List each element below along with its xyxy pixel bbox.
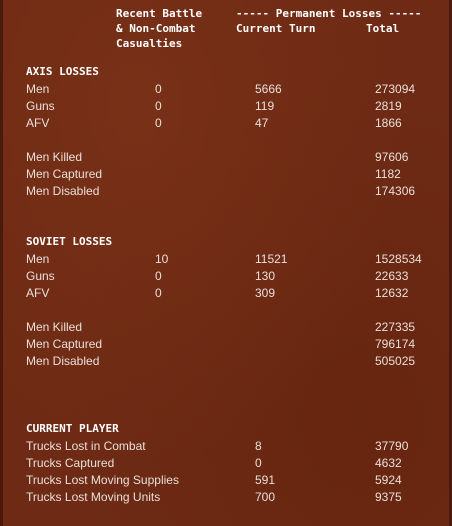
- row-turn: 309: [255, 286, 276, 300]
- player-row-trucks-captured: [0, 455, 452, 472]
- row-label: Men Killed: [26, 320, 83, 334]
- header-total: Total: [366, 22, 400, 35]
- player-row-trucks-lost-combat: [0, 438, 452, 455]
- row-total: 1182: [375, 167, 401, 181]
- axis-row-afv: [0, 115, 452, 132]
- row-total: 273094: [375, 82, 416, 96]
- header-recent-line1: Recent Battle: [116, 7, 203, 20]
- axis-row-men: [0, 81, 452, 98]
- axis-row-men-killed: [0, 149, 452, 166]
- row-turn: 11521: [255, 252, 288, 266]
- row-total: 1528534: [375, 252, 422, 266]
- player-row-trucks-lost-units: [0, 489, 452, 506]
- row-total: 505025: [375, 354, 416, 368]
- row-label: AFV: [26, 286, 50, 300]
- row-total: 37790: [375, 439, 409, 453]
- soviet-row-guns: [0, 268, 452, 285]
- row-turn: 119: [255, 99, 275, 113]
- row-total: 227335: [375, 320, 416, 334]
- row-label: Men Disabled: [26, 354, 100, 368]
- axis-row-men-captured: [0, 166, 452, 183]
- player-row-trucks-lost-supplies: [0, 472, 452, 489]
- row-total: 2819: [375, 99, 402, 113]
- row-turn: 591: [255, 473, 276, 487]
- row-turn: 47: [255, 116, 269, 130]
- row-turn: 8: [255, 439, 262, 453]
- row-total: 5924: [375, 473, 402, 487]
- row-turn: 700: [255, 490, 276, 504]
- row-turn: 5666: [255, 82, 282, 96]
- row-label: Trucks Captured: [26, 456, 115, 470]
- row-label: Men: [26, 82, 50, 96]
- axis-row-guns: [0, 98, 452, 115]
- row-recent: 0: [155, 116, 162, 130]
- row-label: Men Captured: [26, 167, 103, 181]
- row-total: 97606: [375, 150, 409, 164]
- row-recent: 10: [155, 252, 169, 266]
- row-label: Men Killed: [26, 150, 83, 164]
- row-label: Men Captured: [26, 337, 103, 351]
- header-permanent-losses: ----- Permanent Losses -----: [236, 7, 422, 20]
- row-label: Trucks Lost in Combat: [26, 439, 146, 453]
- axis-losses-title: AXIS LOSSES: [26, 65, 99, 78]
- row-total: 4632: [375, 456, 402, 470]
- row-recent: 0: [155, 269, 162, 283]
- soviet-losses-title: SOVIET LOSSES: [26, 235, 113, 248]
- soviet-row-afv: [0, 285, 452, 302]
- soviet-row-men-captured: [0, 336, 452, 353]
- row-total: 1866: [375, 116, 402, 130]
- row-label: Guns: [26, 99, 55, 113]
- header-recent-line3: Casualties: [116, 37, 183, 50]
- row-recent: 0: [155, 99, 162, 113]
- row-label: Guns: [26, 269, 55, 283]
- row-label: Trucks Lost Moving Units: [26, 490, 161, 504]
- row-label: Trucks Lost Moving Supplies: [26, 473, 179, 487]
- row-total: 796174: [375, 337, 416, 351]
- row-total: 9375: [375, 490, 402, 504]
- header-current-turn: Current Turn: [236, 22, 316, 35]
- row-label: Men: [26, 252, 50, 266]
- current-player-title: CURRENT PLAYER: [26, 422, 119, 435]
- row-label: Men Disabled: [26, 184, 100, 198]
- soviet-row-men-killed: [0, 319, 452, 336]
- row-total: 174306: [375, 184, 416, 198]
- row-label: AFV: [26, 116, 50, 130]
- row-total: 12632: [375, 286, 409, 300]
- axis-row-men-disabled: [0, 183, 452, 200]
- row-total: 22633: [375, 269, 409, 283]
- row-recent: 0: [155, 286, 162, 300]
- soviet-row-men: [0, 251, 452, 268]
- row-recent: 0: [155, 82, 162, 96]
- row-turn: 0: [255, 456, 262, 470]
- row-turn: 130: [255, 269, 276, 283]
- header-recent-line2: & Non-Combat: [116, 22, 196, 35]
- soviet-row-men-disabled: [0, 353, 452, 370]
